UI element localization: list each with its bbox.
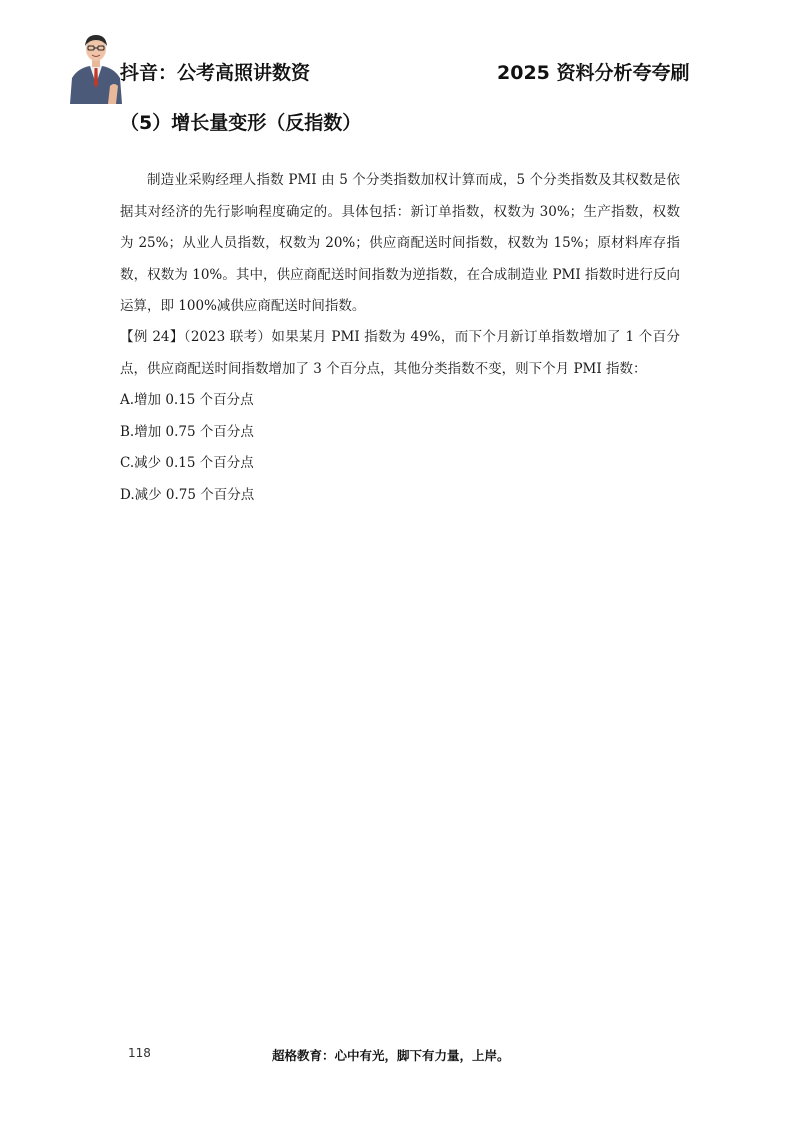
page-number: 118 [128,1046,151,1060]
option-c: C.减少 0.15 个百分点 [120,455,254,471]
section-title: （5）增长量变形（反指数） [120,112,362,134]
header-book-title: 2025 资料分析夸夸刷 [497,62,690,84]
intro-paragraph: 制造业采购经理人指数 PMI 由 5 个分类指数加权计算而成，5 个分类指数及其权数是依据其对经济的先行影响程度确定的。具体包括：新订单指数，权数为 30%；生产指数，权数为 25%；从业人员指数，权数为 20%；供应商配送时间指数，权数为 15%；原材料库存指数，权数为 10%。其中，供应商配送时间指数为逆指数，在合成制造业 PMI 指数时进行反向运算，即 100%减供应商配送时间指数。 [120,172,680,314]
example-question: 【例 24】（2023 联考）如果某月 PMI 指数为 49%，而下个月新订单指数增加了 1 个百分点，供应商配送时间指数增加了 3 个百分点，其他分类指数不变，则下个月 PMI 指数： [120,329,680,377]
presenter-avatar [68,28,124,104]
option-a: A.增加 0.15 个百分点 [120,392,254,408]
header-channel-title: 抖音：公考高照讲数资 [120,62,311,84]
option-b: B.增加 0.75 个百分点 [120,423,254,440]
answer-options [120,385,254,511]
footer-slogan: 超格教育：心中有光，脚下有力量，上岸。 [272,1048,510,1063]
presenter-photo-icon [68,28,124,104]
option-d: D.减少 0.75 个百分点 [120,486,255,503]
